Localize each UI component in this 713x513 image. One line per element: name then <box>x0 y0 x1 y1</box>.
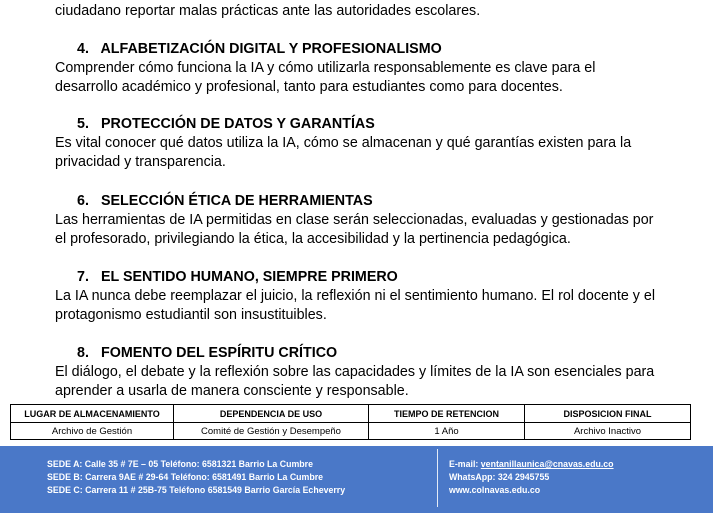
cell-final-disposition: Archivo Inactivo <box>525 423 691 440</box>
footer-addresses <box>47 458 345 497</box>
body-line: aprender a usarla de manera consciente y responsable. <box>55 383 409 399</box>
body-line: desarrollo académico y profesional, tanto para estudiantes como para docentes. <box>55 79 563 95</box>
section-title <box>77 268 705 286</box>
header-storage-location: LUGAR DE ALMACENAMIENTO <box>11 405 174 423</box>
section-7 <box>55 268 705 325</box>
section-number: 6. <box>77 193 89 209</box>
body-line: el profesorado, privilegiando la ética, la accesibilidad y la pertinencia pedagógica. <box>55 231 571 247</box>
section-heading: FOMENTO DEL ESPÍRITU CRÍTICO <box>100 345 338 361</box>
body-line: privacidad y transparencia. <box>55 154 226 170</box>
section-4 <box>55 40 705 97</box>
website-link[interactable]: www.colnavas.edu.co <box>449 485 541 495</box>
email-link[interactable]: ventanillaunica@cnavas.edu.co <box>480 459 614 469</box>
sede-a-address: SEDE A: Calle 35 # 7E – 05 Teléfono: 6581321 Barrio La Cumbre <box>47 459 313 469</box>
section-5 <box>55 115 705 172</box>
header-retention-time: TIEMPO DE RETENCION <box>369 405 525 423</box>
section-title <box>77 192 705 210</box>
section-body <box>55 211 705 249</box>
footer-contact <box>449 458 614 497</box>
footer-divider <box>437 449 438 507</box>
page-footer <box>0 446 713 513</box>
cell-retention-time: 1 Año <box>369 423 525 440</box>
section-6 <box>55 192 705 249</box>
section-body <box>55 59 705 97</box>
whatsapp-line: WhatsApp: 324 2945755 <box>449 472 550 482</box>
section-body <box>55 363 705 401</box>
section-title <box>77 40 705 58</box>
section-number: 8. <box>77 345 89 361</box>
section-heading: ALFABETIZACIÓN DIGITAL Y PROFESIONALISMO <box>100 41 442 57</box>
email-line <box>449 458 614 471</box>
retention-table <box>10 404 691 440</box>
section-title <box>77 344 705 362</box>
section-title <box>77 115 705 133</box>
body-line: Comprender cómo funciona la IA y cómo utilizarla responsablemente es clave para el <box>55 60 596 76</box>
intro-line: ciudadano reportar malas prácticas ante las autoridades escolares. <box>55 3 481 19</box>
sede-b-address: SEDE B: Carrera 9AE # 29-64 Teléfono: 6581491 Barrio La Cumbre <box>47 472 324 482</box>
section-heading: SELECCIÓN ÉTICA DE HERRAMIENTAS <box>100 193 373 209</box>
section-heading: EL SENTIDO HUMANO, SIEMPRE PRIMERO <box>100 269 398 285</box>
section-8 <box>55 344 705 401</box>
section-heading: PROTECCIÓN DE DATOS Y GARANTÍAS <box>100 116 375 132</box>
header-use-dependency: DEPENDENCIA DE USO <box>174 405 369 423</box>
header-final-disposition: DISPOSICION FINAL <box>525 405 691 423</box>
cell-storage-location: Archivo de Gestión <box>11 423 174 440</box>
body-line: Las herramientas de IA permitidas en clase serán seleccionadas, evaluadas y gestionadas por <box>55 212 654 228</box>
body-line: Es vital conocer qué datos utiliza la IA, cómo se almacenan y qué garantías existen para la <box>55 135 632 151</box>
section-number: 4. <box>77 41 89 57</box>
section-number: 5. <box>77 116 89 132</box>
body-line: protagonismo estudiantil son insustituibles. <box>55 307 327 323</box>
body-line: La IA nunca debe reemplazar el juicio, la reflexión ni el sentimiento humano. El rol docente y el <box>55 288 656 304</box>
sede-c-address: SEDE C: Carrera 11 # 25B-75 Teléfono 6581549 Barrio García Echeverry <box>47 485 346 495</box>
section-body <box>55 134 705 172</box>
cell-use-dependency: Comité de Gestión y Desempeño <box>174 423 369 440</box>
section-number: 7. <box>77 269 89 285</box>
table-row <box>11 423 691 440</box>
body-line: El diálogo, el debate y la reflexión sobre las capacidades y límites de la IA son esenciales para <box>55 364 655 380</box>
table-header-row <box>11 405 691 423</box>
section-body <box>55 287 705 325</box>
email-label: E-mail: <box>449 459 481 469</box>
